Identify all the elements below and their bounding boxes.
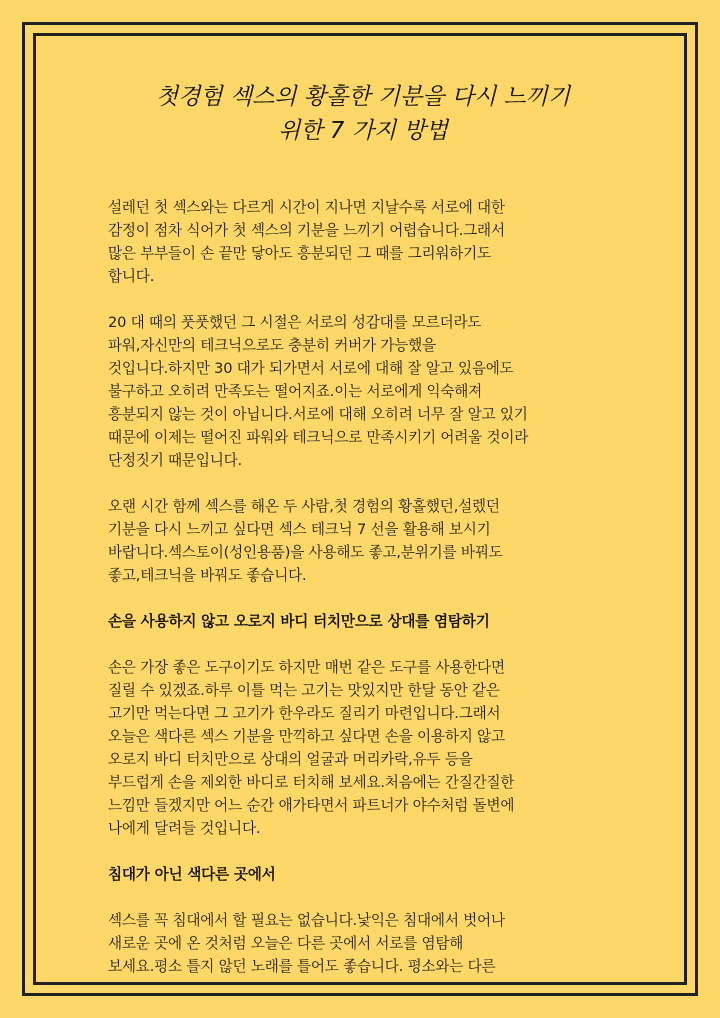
article — [108, 80, 618, 1001]
paragraph-location — [108, 909, 618, 978]
paragraph-techniques — [108, 495, 618, 587]
text-line: 섹스를 꼭 침대에서 할 필요는 없습니다.낯익은 침대에서 벗어나 — [108, 912, 505, 929]
text-line: 좋고,테크닉을 바꿔도 좋습니다. — [108, 567, 307, 584]
text-line: 느낌만 들겠지만 어느 순간 애가타면서 파트너가 야수처럼 돌변에 — [108, 797, 515, 814]
text-line: 질릴 수 있겠죠.하루 이틀 먹는 고기는 맛있지만 한달 동안 같은 — [108, 682, 500, 699]
title-line: 첫경험 섹스의 황홀한 기분을 다시 느끼기 — [155, 84, 571, 110]
paragraph-intro — [108, 196, 618, 288]
text-line: 오로지 바디 터치만으로 상대의 얼굴과 머리카락,유두 등을 — [108, 751, 473, 768]
text-line: 불구하고 오히려 만족도는 떨어지죠.이는 서로에게 익숙해져 — [108, 383, 483, 400]
section-heading: 침대가 아닌 색다른 곳에서 — [108, 866, 276, 883]
article-title — [108, 80, 618, 148]
text-line: 합니다. — [108, 268, 155, 285]
text-line: 단정짓기 때문입니다. — [108, 452, 242, 469]
text-line: 것입니다.하지만 30 대가 되가면서 서로에 대해 잘 알고 있음에도 — [108, 360, 514, 377]
text-line: 설레던 첫 섹스와는 다르게 시간이 지나면 지날수록 서로에 대한 — [108, 199, 505, 216]
text-line: 바랍니다.섹스토이(성인용품)을 사용해도 좋고,분위기를 바꿔도 — [108, 544, 503, 561]
text-line: 때문에 이제는 떨어진 파워와 테크닉으로 만족시키기 어려울 것이라 — [108, 429, 529, 446]
title-line: 위한 7 가지 방법 — [278, 118, 448, 144]
paragraph-body-touch — [108, 656, 618, 840]
text-line: 20 대 때의 풋풋했던 그 시절은 서로의 성감대를 모르더라도 — [108, 314, 482, 331]
paragraph-twenties — [108, 311, 618, 472]
text-line: 손은 가장 좋은 도구이기도 하지만 매번 같은 도구를 사용한다면 — [108, 659, 505, 676]
text-line: 오랜 시간 함께 섹스를 해온 두 사람,첫 경험의 황홀했던,설렜던 — [108, 498, 500, 515]
text-line: 새로운 곳에 온 것처럼 오늘은 다른 곳에서 서로를 염탐해 — [108, 935, 464, 952]
text-line: 흥분되지 않는 것이 아닙니다.서로에 대해 오히려 너무 잘 알고 있기 — [108, 406, 528, 423]
section-heading: 손을 사용하지 않고 오로지 바디 터치만으로 상대를 염탐하기 — [108, 613, 490, 630]
text-line: 파워,자신만의 테크닉으로도 충분히 커버가 가능했을 — [108, 337, 436, 354]
text-line: 나에게 달려들 것입니다. — [108, 820, 261, 837]
text-line: 많은 부부들이 손 끝만 닿아도 흥분되던 그 때를 그리워하기도 — [108, 245, 491, 262]
text-line: 보세요.평소 틀지 않던 노래를 틀어도 좋습니다. 평소와는 다른 — [108, 958, 496, 975]
text-line: 오늘은 색다른 섹스 기분을 만끽하고 싶다면 손을 이용하지 않고 — [108, 728, 505, 745]
text-line: 부드럽게 손을 제외한 바디로 터치해 보세요.처음에는 간질간질한 — [108, 774, 515, 791]
text-line: 고기만 먹는다면 그 고기가 한우라도 질리기 마련입니다.그래서 — [108, 705, 501, 722]
text-line: 기분을 다시 느끼고 싶다면 섹스 테크닉 7 선을 활용해 보시기 — [108, 521, 491, 538]
text-line: 감정이 점차 식어가 첫 섹스의 기분을 느끼기 어렵습니다.그래서 — [108, 222, 505, 239]
